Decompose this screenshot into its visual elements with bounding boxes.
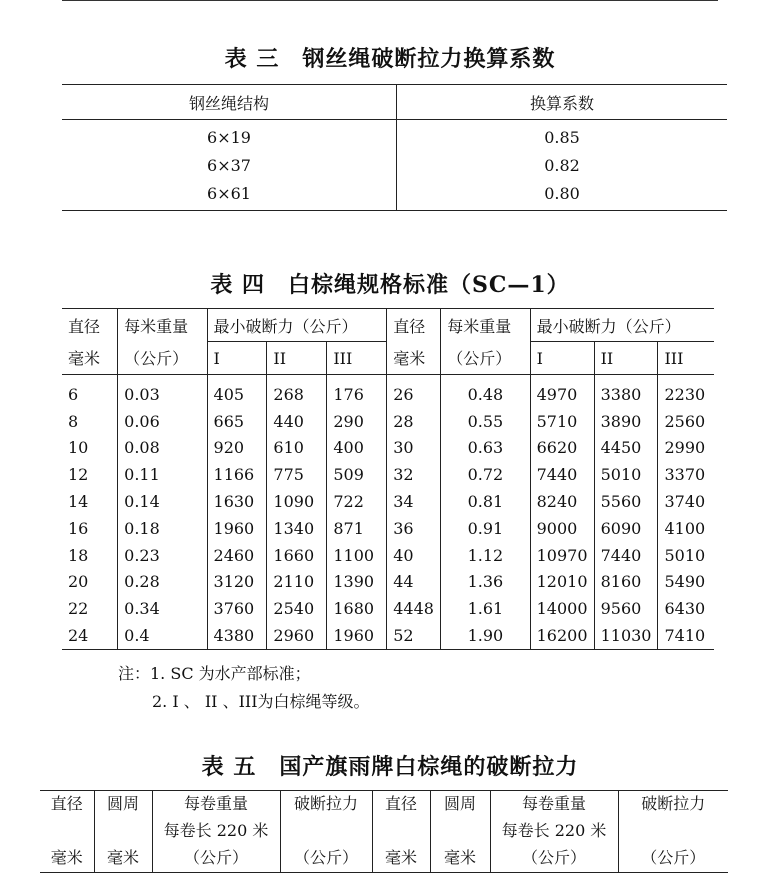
table-cell: 268: [267, 375, 327, 408]
table-row: [62, 595, 714, 622]
table-cell: 1.36: [441, 569, 530, 596]
table-cell: 10970: [530, 542, 594, 569]
t5-h-mm-1: 毫米: [40, 845, 94, 873]
table-cell: 1390: [327, 569, 387, 596]
t5-h-circ-right: 圆周: [430, 791, 490, 819]
table-cell: 405: [207, 375, 267, 408]
table-cell: 0.82: [544, 155, 580, 175]
t4-h-diameter-right: 直径: [387, 309, 441, 342]
table-cell: 290: [327, 408, 387, 435]
note-1: 注：1. SC 为水产部标准；: [118, 664, 311, 683]
table-cell: 2990: [664, 438, 706, 458]
table-row: [62, 461, 714, 488]
table-cell: 509: [327, 461, 387, 488]
table-cell: 8240: [530, 488, 594, 515]
table-cell: 3120: [207, 569, 267, 596]
table-cell: 16200: [530, 622, 594, 649]
table-cell: 1340: [267, 515, 327, 542]
table-cell: 3380: [594, 375, 658, 408]
table3-header-factor: 换算系数: [397, 85, 728, 120]
table-cell: 52: [387, 622, 441, 649]
table-cell: 14: [62, 488, 118, 515]
table-row: [62, 408, 714, 435]
note-2: 2. I 、 II 、III为白棕绳等级。: [152, 692, 370, 711]
top-rule: [62, 0, 718, 1]
table-cell: 0.48: [441, 375, 530, 408]
t5-h-diameter-left: 直径: [40, 791, 94, 819]
table-cell: 4450: [594, 435, 658, 462]
table-cell: 5490: [664, 572, 706, 592]
table-cell: 0.06: [118, 408, 207, 435]
t4-h-kg-right: （公斤）: [441, 342, 530, 375]
t5-h-rollweight-left: 每卷重量: [152, 791, 280, 819]
t5-h-rolllength-right: 每卷长 220 米: [490, 818, 618, 845]
table-cell: 0.03: [118, 375, 207, 408]
table4-title: 表 四 白棕绳规格标准（SC—1）: [210, 272, 570, 298]
t5-h-mm-4: 毫米: [430, 845, 490, 873]
table-cell: 18: [62, 542, 118, 569]
table-cell: 3740: [664, 492, 706, 512]
table-cell: 8160: [594, 569, 658, 596]
table-row: [62, 515, 714, 542]
table-cell: 2110: [267, 569, 327, 596]
table-cell: 3890: [594, 408, 658, 435]
table-cell: 722: [327, 488, 387, 515]
t4-h-diameter-left: 直径: [62, 309, 118, 342]
table-cell: 7440: [530, 461, 594, 488]
table-cell: 6090: [594, 515, 658, 542]
t5-h-kg-3: （公斤）: [490, 845, 618, 873]
table-cell: 0.80: [544, 183, 580, 203]
t4-h-grade2-right: II: [594, 342, 658, 375]
table-row: [62, 569, 714, 596]
table-cell: 440: [267, 408, 327, 435]
table-cell: 0.72: [441, 461, 530, 488]
table-cell: 610: [267, 435, 327, 462]
table5-title: 表 五 国产旗雨牌白棕绳的破断拉力: [201, 754, 579, 780]
table-cell: 0.14: [118, 488, 207, 515]
table4-body: [62, 375, 714, 650]
table3-title: 表 三 钢丝绳破断拉力换算系数: [224, 46, 556, 72]
t4-h-grade1-left: I: [207, 342, 267, 375]
t4-h-grade1-right: I: [530, 342, 594, 375]
table3: [62, 84, 727, 211]
table-cell: 0.18: [118, 515, 207, 542]
table-cell: 6: [62, 375, 118, 408]
table-cell: 30: [387, 435, 441, 462]
table-row: [62, 375, 714, 408]
table-row: [62, 120, 727, 152]
t5-h-circ-left: 圆周: [94, 791, 152, 819]
table-row: [62, 179, 727, 211]
table-cell: 4448: [387, 595, 441, 622]
t5-h-kg-1: （公斤）: [152, 845, 280, 873]
t5-h-rolllength-left: 每卷长 220 米: [152, 818, 280, 845]
table-cell: 2460: [207, 542, 267, 569]
table-cell: 1.90: [441, 622, 530, 649]
t5-h-mm-3: 毫米: [372, 845, 430, 873]
table-cell: 1960: [327, 622, 387, 649]
table-cell: 1090: [267, 488, 327, 515]
t4-h-minbreak-right: 最小破断力（公斤）: [536, 316, 681, 336]
table-cell: 5560: [594, 488, 658, 515]
table4: [62, 308, 714, 650]
table-row: [62, 542, 714, 569]
table-cell: 44: [387, 569, 441, 596]
table-cell: 665: [207, 408, 267, 435]
table-cell: 0.4: [118, 622, 207, 649]
table-cell: 14000: [530, 595, 594, 622]
t4-h-weight-right: 每米重量: [441, 309, 530, 342]
table-cell: 3370: [664, 465, 706, 485]
table-cell: 7410: [664, 626, 706, 646]
table-cell: 5010: [594, 461, 658, 488]
t4-h-grade3-left: III: [327, 342, 387, 375]
table-cell: 1166: [207, 461, 267, 488]
table-cell: 20: [62, 569, 118, 596]
t5-h-break-left: 破断拉力: [280, 791, 372, 819]
table-cell: 0.08: [118, 435, 207, 462]
table-cell: 0.11: [118, 461, 207, 488]
t4-h-kg-left: （公斤）: [118, 342, 207, 375]
table-cell: 1100: [327, 542, 387, 569]
t5-h-diameter-right: 直径: [372, 791, 430, 819]
t4-h-grade2-left: II: [267, 342, 327, 375]
table-cell: 0.85: [544, 127, 580, 147]
table-row: [62, 435, 714, 462]
table-cell: 0.28: [118, 569, 207, 596]
table-cell: 0.63: [441, 435, 530, 462]
table3-header-structure: 钢丝绳结构: [62, 85, 397, 120]
table-cell: 3760: [207, 595, 267, 622]
table-cell: 0.55: [441, 408, 530, 435]
table-cell: 920: [207, 435, 267, 462]
table-cell: 0.91: [441, 515, 530, 542]
table-cell: 1660: [267, 542, 327, 569]
table-cell: 6×19: [62, 120, 397, 152]
table-cell: 1.61: [441, 595, 530, 622]
table-cell: 2230: [664, 384, 706, 404]
t5-h-break-right: 破断拉力: [641, 794, 706, 813]
table-cell: 10: [62, 435, 118, 462]
table-cell: 12: [62, 461, 118, 488]
table-cell: 4380: [207, 622, 267, 649]
table-cell: 1960: [207, 515, 267, 542]
table-cell: 4970: [530, 375, 594, 408]
table-cell: 5710: [530, 408, 594, 435]
table-cell: 1680: [327, 595, 387, 622]
table-cell: 34: [387, 488, 441, 515]
table-row: [62, 622, 714, 649]
table-cell: 32: [387, 461, 441, 488]
table-cell: 2960: [267, 622, 327, 649]
table-row: [62, 488, 714, 515]
t4-h-weight-left: 每米重量: [118, 309, 207, 342]
table-cell: 11030: [594, 622, 658, 649]
table-cell: 28: [387, 408, 441, 435]
t5-h-kg-4: （公斤）: [618, 845, 728, 873]
table-cell: 2540: [267, 595, 327, 622]
table-cell: 5010: [664, 545, 706, 565]
table-cell: 1.12: [441, 542, 530, 569]
table-cell: 4100: [664, 518, 706, 538]
table-cell: 24: [62, 622, 118, 649]
table-cell: 775: [267, 461, 327, 488]
table-cell: 22: [62, 595, 118, 622]
table-cell: 0.81: [441, 488, 530, 515]
table-cell: 7440: [594, 542, 658, 569]
table-cell: 9000: [530, 515, 594, 542]
table4-notes: [118, 660, 370, 716]
table-cell: 6620: [530, 435, 594, 462]
table-cell: 8: [62, 408, 118, 435]
table-cell: 1630: [207, 488, 267, 515]
t5-h-rollweight-right: 每卷重量: [490, 791, 618, 819]
table-cell: 40: [387, 542, 441, 569]
t5-h-mm-2: 毫米: [94, 845, 152, 873]
t4-h-minbreak-left: 最小破断力（公斤）: [207, 309, 387, 342]
table-cell: 6×37: [62, 151, 397, 179]
table-cell: 871: [327, 515, 387, 542]
t4-h-grade3-right: III: [658, 342, 714, 375]
table-cell: 2560: [664, 411, 706, 431]
table-cell: 9560: [594, 595, 658, 622]
t4-h-mm-left: 毫米: [62, 342, 118, 375]
table-row: [62, 151, 727, 179]
table-cell: 6×61: [62, 179, 397, 211]
table-cell: 0.23: [118, 542, 207, 569]
table-cell: 0.34: [118, 595, 207, 622]
table-cell: 176: [327, 375, 387, 408]
t4-h-mm-right: 毫米: [387, 342, 441, 375]
table-cell: 16: [62, 515, 118, 542]
t5-h-kg-2: （公斤）: [280, 845, 372, 873]
table-cell: 36: [387, 515, 441, 542]
table-cell: 12010: [530, 569, 594, 596]
table-cell: 400: [327, 435, 387, 462]
table5: [40, 790, 728, 873]
table3-body: [62, 120, 727, 211]
table-cell: 26: [387, 375, 441, 408]
table-cell: 6430: [664, 599, 706, 619]
